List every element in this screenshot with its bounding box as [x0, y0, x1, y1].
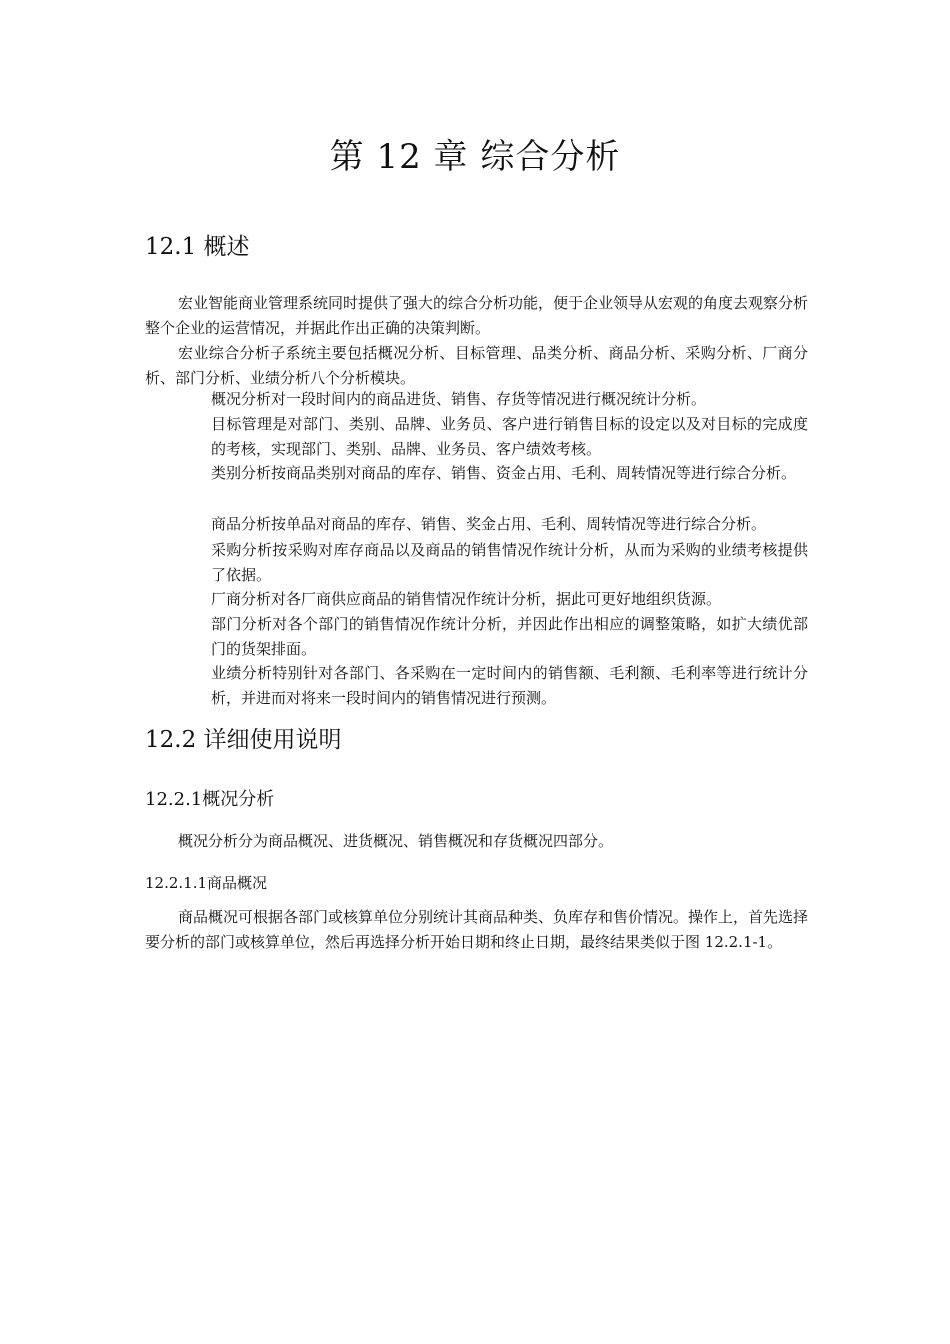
module-description-target: 目标管理是对部门、类别、品牌、业务员、客户进行销售目标的设定以及对目标的完成度的考核，实现部门、类别、品牌、业务员、客户绩效考核。 [211, 415, 808, 458]
section-heading-12-1: 12.1 概述 [145, 234, 250, 260]
overview-paragraph-2: 宏业综合分析子系统主要包括概况分析、目标管理、品类分析、商品分析、采购分析、厂商分析、部门分析、业绩分析八个分析模块。 [145, 344, 808, 387]
module-description-product: 商品分析按单品对商品的库存、销售、奖金占用、毛利、周转情况等进行综合分析。 [211, 515, 767, 533]
module-description-category: 类别分析按商品类别对商品的库存、销售、资金占用、毛利、周转情况等进行综合分析。 [211, 464, 797, 482]
overview-analysis-paragraph: 概况分析分为商品概况、进货概况、销售概况和存货概况四部分。 [178, 832, 614, 850]
module-description-vendor: 厂商分析对各厂商供应商品的销售情况作统计分析，据此可更好地组织货源。 [211, 590, 722, 608]
subsection-heading-12-2-1-1: 12.2.1.1商品概况 [145, 874, 268, 892]
chapter-title: 第 12 章 综合分析 [329, 137, 621, 177]
module-description-department: 部门分析对各个部门的销售情况作统计分析，并因此作出相应的调整策略，如扩大绩优部门的货架排面。 [211, 615, 808, 658]
module-description-performance: 业绩分析特别针对各部门、各采购在一定时间内的销售额、毛利额、毛利率等进行统计分析，并进而对将来一段时间内的销售情况进行预测。 [211, 664, 808, 707]
subsection-heading-12-2-1: 12.2.1概况分析 [145, 789, 275, 810]
module-description-overview: 概况分析对一段时间内的商品进货、销售、存货等情况进行概况统计分析。 [211, 390, 707, 408]
section-heading-12-2: 12.2 详细使用说明 [145, 727, 342, 753]
overview-paragraph-1: 宏业智能商业管理系统同时提供了强大的综合分析功能，便于企业领导从宏观的角度去观察分析整个企业的运营情况，并据此作出正确的决策判断。 [145, 294, 809, 337]
product-overview-paragraph: 商品概况可根据各部门或核算单位分别统计其商品种类、负库存和售价情况。操作上，首先选择要分析的部门或核算单位，然后再选择分析开始日期和终止日期，最终结果类似于图 12.2.1-1。 [145, 908, 809, 951]
module-description-purchase: 采购分析按采购对库存商品以及商品的销售情况作统计分析，从而为采购的业绩考核提供了依据。 [211, 541, 808, 584]
